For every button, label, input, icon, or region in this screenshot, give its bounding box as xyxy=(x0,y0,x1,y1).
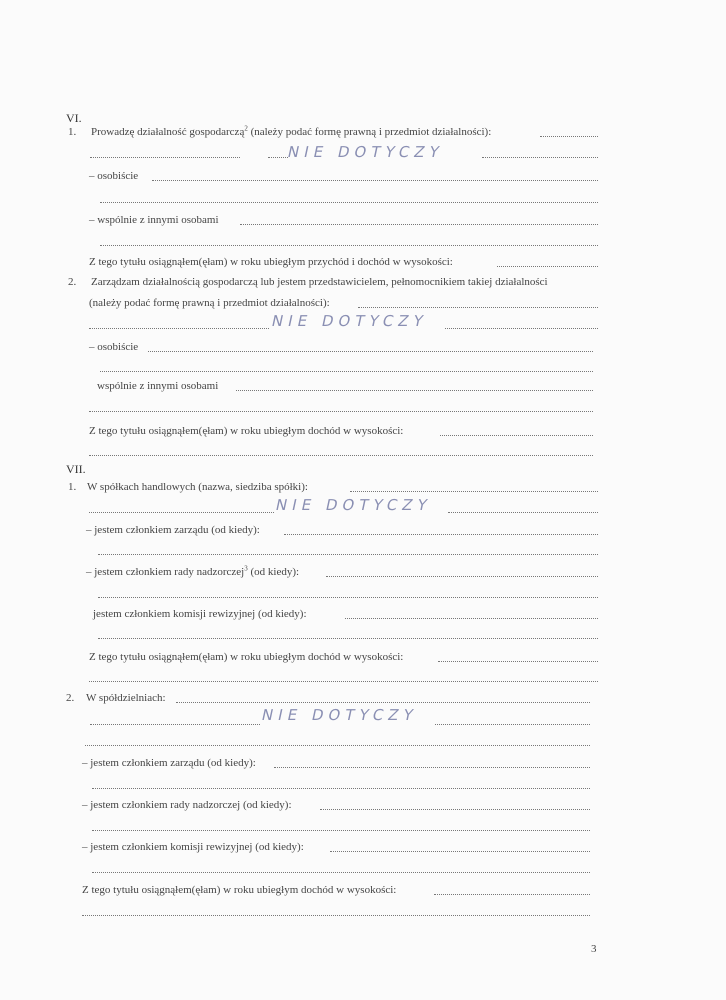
dotted-line[interactable] xyxy=(89,681,598,682)
item-vii-1-audit-label: jestem członkiem komisji rewizyjnej (od kiedy): xyxy=(93,608,307,620)
dotted-line[interactable] xyxy=(89,411,593,412)
handwritten-not-applicable: NIE DOTYCZY xyxy=(260,706,420,724)
dotted-line[interactable] xyxy=(152,180,598,181)
item-vii-1-income-label: Z tego tytułu osiągnąłem(ęłam) w roku ubiegłym dochód w wysokości: xyxy=(89,651,404,663)
dotted-line[interactable] xyxy=(89,455,593,456)
dotted-line[interactable] xyxy=(284,534,598,535)
dotted-line[interactable] xyxy=(90,157,240,158)
item-vi-2-personal-label: – osobiście xyxy=(89,341,139,353)
dotted-line[interactable] xyxy=(89,512,274,513)
section-vi-heading: VI. xyxy=(66,111,82,125)
dotted-line[interactable] xyxy=(89,328,269,329)
dotted-line[interactable] xyxy=(92,830,590,831)
item-vii-2-income-label: Z tego tytułu osiągnąłem(ęłam) w roku ubiegłym dochód w wysokości: xyxy=(82,884,397,896)
dotted-line[interactable] xyxy=(268,157,288,158)
dotted-line[interactable] xyxy=(438,661,598,662)
item-vi-2-text: Zarządzam działalnością gospodarczą lub jestem przedstawicielem, pełnomocnikiem takiej działalności xyxy=(91,276,548,288)
item-vi-2-number: 2. xyxy=(68,276,77,288)
dotted-line[interactable] xyxy=(350,491,598,492)
dotted-line[interactable] xyxy=(100,371,593,372)
dotted-line[interactable] xyxy=(345,618,598,619)
item-vi-1-income-label: Z tego tytułu osiągnąłem(ęłam) w roku ubiegłym przychód i dochód w wysokości: xyxy=(89,256,453,268)
dotted-line[interactable] xyxy=(98,554,598,555)
dotted-line[interactable] xyxy=(85,745,590,746)
item-vii-1-board-label: – jestem członkiem zarządu (od kiedy): xyxy=(86,524,260,536)
dotted-line[interactable] xyxy=(98,597,598,598)
dotted-line[interactable] xyxy=(330,851,590,852)
dotted-line[interactable] xyxy=(92,788,590,789)
item-vii-2-supervisory-label: – jestem członkiem rady nadzorczej (od kiedy): xyxy=(82,799,292,811)
item-vii-2-number: 2. xyxy=(66,692,75,704)
handwritten-not-applicable: NIE DOTYCZY xyxy=(286,143,446,161)
dotted-line[interactable] xyxy=(82,915,590,916)
item-vii-1-supervisory-label: – jestem członkiem rady nadzorczej$^3$ (od kiedy): xyxy=(86,564,300,578)
item-vi-1-text: Prowadzę działalność gospodarczą$^2$ (należy podać formę prawną i przedmiot działalności): xyxy=(91,124,492,138)
dotted-line[interactable] xyxy=(176,702,590,703)
dotted-line[interactable] xyxy=(482,157,598,158)
dotted-line[interactable] xyxy=(434,894,590,895)
item-vi-2-text-cont: (należy podać formę prawną i przedmiot działalności): xyxy=(89,297,330,309)
dotted-line[interactable] xyxy=(435,724,590,725)
item-vi-1-number: 1. xyxy=(68,126,77,138)
dotted-line[interactable] xyxy=(240,224,598,225)
dotted-line[interactable] xyxy=(100,245,598,246)
dotted-line[interactable] xyxy=(445,328,598,329)
item-vii-1-text: W spółkach handlowych (nazwa, siedziba spółki): xyxy=(87,481,308,493)
dotted-line[interactable] xyxy=(90,724,260,725)
handwritten-not-applicable: NIE DOTYCZY xyxy=(274,496,434,514)
dotted-line[interactable] xyxy=(92,872,590,873)
handwritten-not-applicable: NIE DOTYCZY xyxy=(270,312,430,330)
item-vii-1-number: 1. xyxy=(68,481,77,493)
item-vi-2-joint-label: wspólnie z innymi osobami xyxy=(97,380,219,392)
dotted-line[interactable] xyxy=(540,136,598,137)
item-vii-2-board-label: – jestem członkiem zarządu (od kiedy): xyxy=(82,757,256,769)
item-vii-2-text: W spółdzielniach: xyxy=(86,692,166,704)
dotted-line[interactable] xyxy=(98,638,598,639)
item-vii-2-audit-label: – jestem członkiem komisji rewizyjnej (od kiedy): xyxy=(82,841,304,853)
dotted-line[interactable] xyxy=(448,512,598,513)
dotted-line[interactable] xyxy=(320,809,590,810)
dotted-line[interactable] xyxy=(326,576,598,577)
item-vi-1-joint-label: – wspólnie z innymi osobami xyxy=(89,214,219,226)
dotted-line[interactable] xyxy=(274,767,590,768)
page-number: 3 xyxy=(591,943,597,955)
dotted-line[interactable] xyxy=(148,351,593,352)
section-vii-heading: VII. xyxy=(66,462,86,476)
item-vi-2-income-label: Z tego tytułu osiągnąłem(ęłam) w roku ubiegłym dochód w wysokości: xyxy=(89,425,404,437)
dotted-line[interactable] xyxy=(358,307,598,308)
dotted-line[interactable] xyxy=(440,435,593,436)
dotted-line[interactable] xyxy=(497,266,598,267)
dotted-line[interactable] xyxy=(236,390,593,391)
dotted-line[interactable] xyxy=(100,202,598,203)
item-vi-1-personal-label: – osobiście xyxy=(89,170,139,182)
